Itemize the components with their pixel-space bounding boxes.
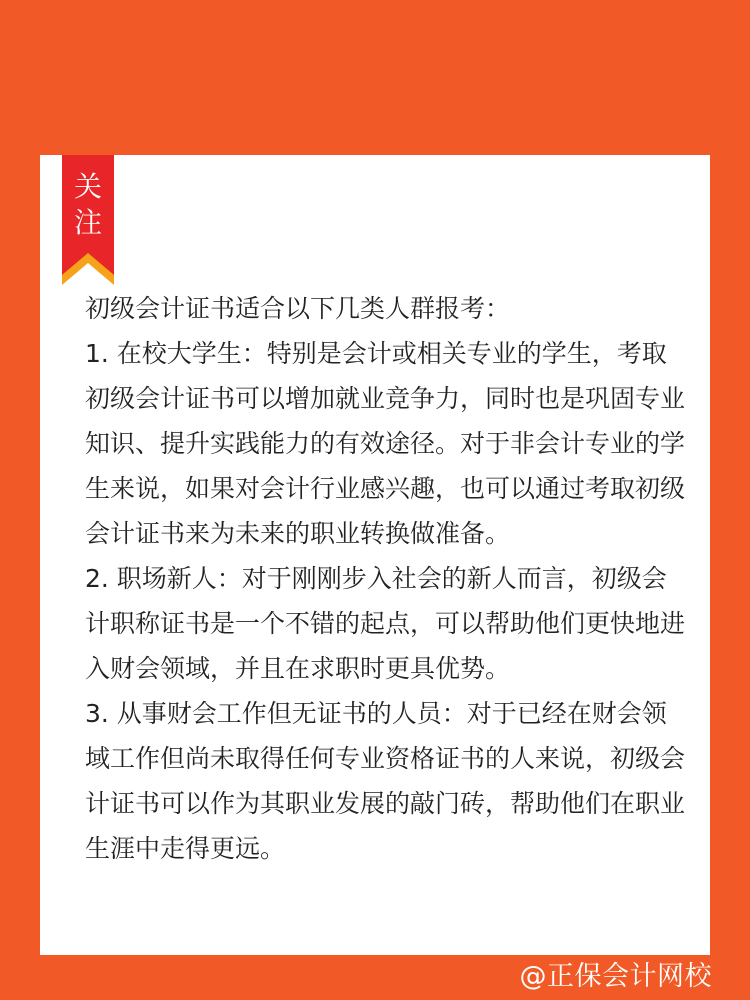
list-item-students: 1. 在校大学生：特别是会计或相关专业的学生，考取初级会计证书可以增加就业竞争力，同时也是巩固专业知识、提升实践能力的有效途径。对于非会计专业的学生来说，如果对会计行业感兴趣，也可以通过考取初级会计证书来为未来的职业转换做准备。 xyxy=(85,339,686,548)
badge-label xyxy=(62,169,114,241)
article-body xyxy=(85,286,685,871)
follow-badge xyxy=(62,155,114,285)
badge-line-2: 注 xyxy=(73,206,102,239)
intro-text: 初级会计证书适合以下几类人群报考： xyxy=(85,294,511,323)
list-item-newcomers: 2. 职场新人：对于刚刚步入社会的新人而言，初级会计职称证书是一个不错的起点，可以帮助他们更快地进入财会领域，并且在求职时更具优势。 xyxy=(85,564,686,683)
badge-line-1: 关 xyxy=(73,170,102,203)
list-item-practitioners: 3. 从事财会工作但无证书的人员：对于已经在财会领域工作但尚未取得任何专业资格证书的人来说，初级会计证书可以作为其职业发展的敲门砖，帮助他们在职业生涯中走得更远。 xyxy=(85,699,686,863)
brand-watermark: @正保会计网校 xyxy=(519,961,712,992)
